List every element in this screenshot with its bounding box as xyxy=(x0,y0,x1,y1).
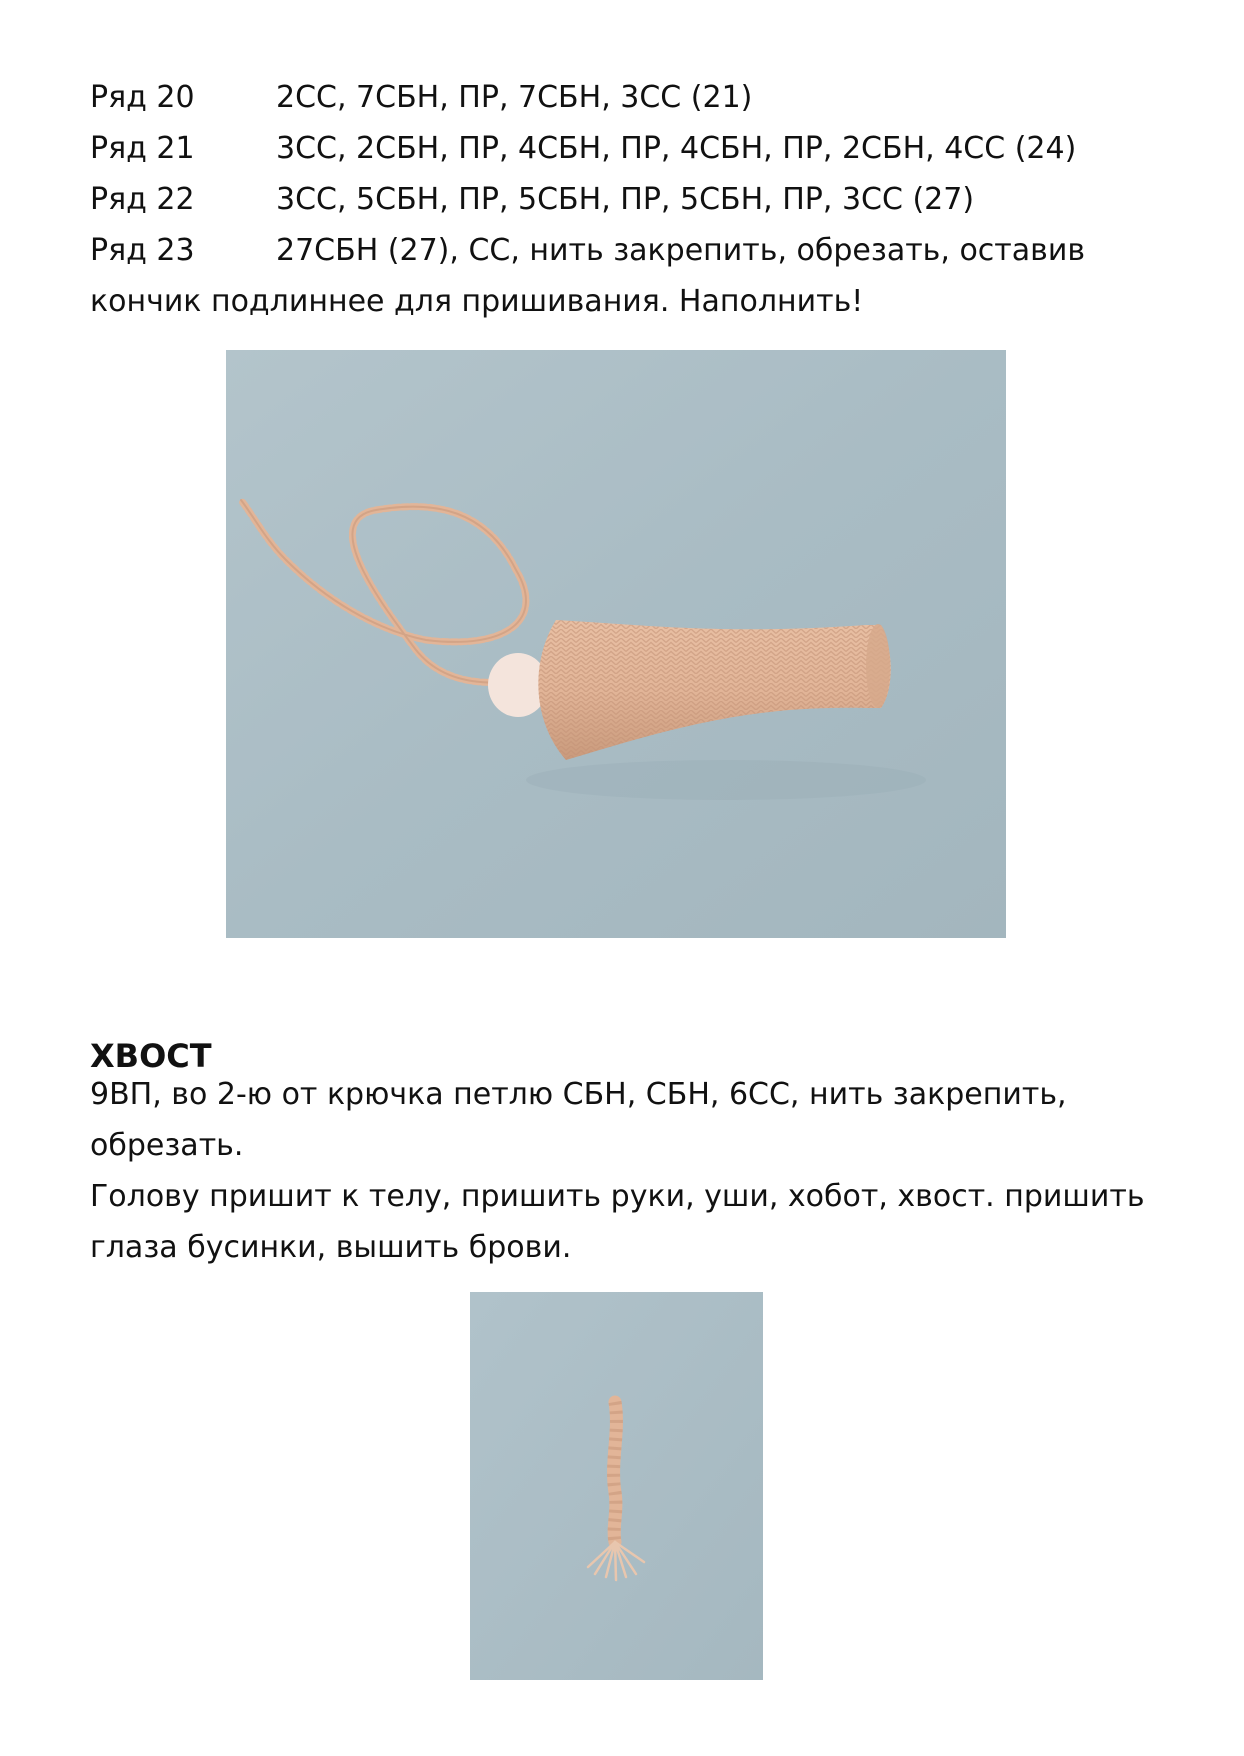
row-label: Ряд 23 xyxy=(90,233,195,268)
assembly-instruction-line: глаза бусинки, вышить брови. xyxy=(90,1230,572,1265)
pattern-row-21 xyxy=(90,131,1077,166)
tail-illustration xyxy=(470,1292,763,1680)
pattern-row-20 xyxy=(90,80,753,115)
row-instructions: 3СС, 5СБН, ПР, 5СБН, ПР, 5СБН, ПР, 3СС (27) xyxy=(276,182,975,217)
row-23-continuation: кончик подлиннее для пришивания. Наполнить! xyxy=(90,284,864,319)
arm-piece-photo xyxy=(226,350,1006,938)
tail-instruction-line: 9ВП, во 2-ю от крючка петлю СБН, СБН, 6СС, нить закрепить, xyxy=(90,1077,1067,1112)
row-instructions: 2СС, 7СБН, ПР, 7СБН, 3СС (21) xyxy=(276,80,753,115)
row-label: Ряд 22 xyxy=(90,182,195,217)
pattern-row-23 xyxy=(90,233,1086,268)
tail-photo xyxy=(470,1292,763,1680)
row-instructions: 3СС, 2СБН, ПР, 4СБН, ПР, 4СБН, ПР, 2СБН, 4СС (24) xyxy=(276,131,1077,166)
row-instructions: 27СБН (27), СС, нить закрепить, обрезать, оставив xyxy=(276,233,1086,268)
section-heading-tail: ХВОСТ xyxy=(90,1037,212,1075)
arm-piece-illustration xyxy=(226,350,1006,938)
row-label: Ряд 21 xyxy=(90,131,195,166)
assembly-instruction-line: Голову пришит к телу, пришить руки, уши, хобот, хвост. пришить xyxy=(90,1179,1145,1214)
tail-instruction-line: обрезать. xyxy=(90,1128,244,1163)
pattern-row-22 xyxy=(90,182,975,217)
row-label: Ряд 20 xyxy=(90,80,195,115)
